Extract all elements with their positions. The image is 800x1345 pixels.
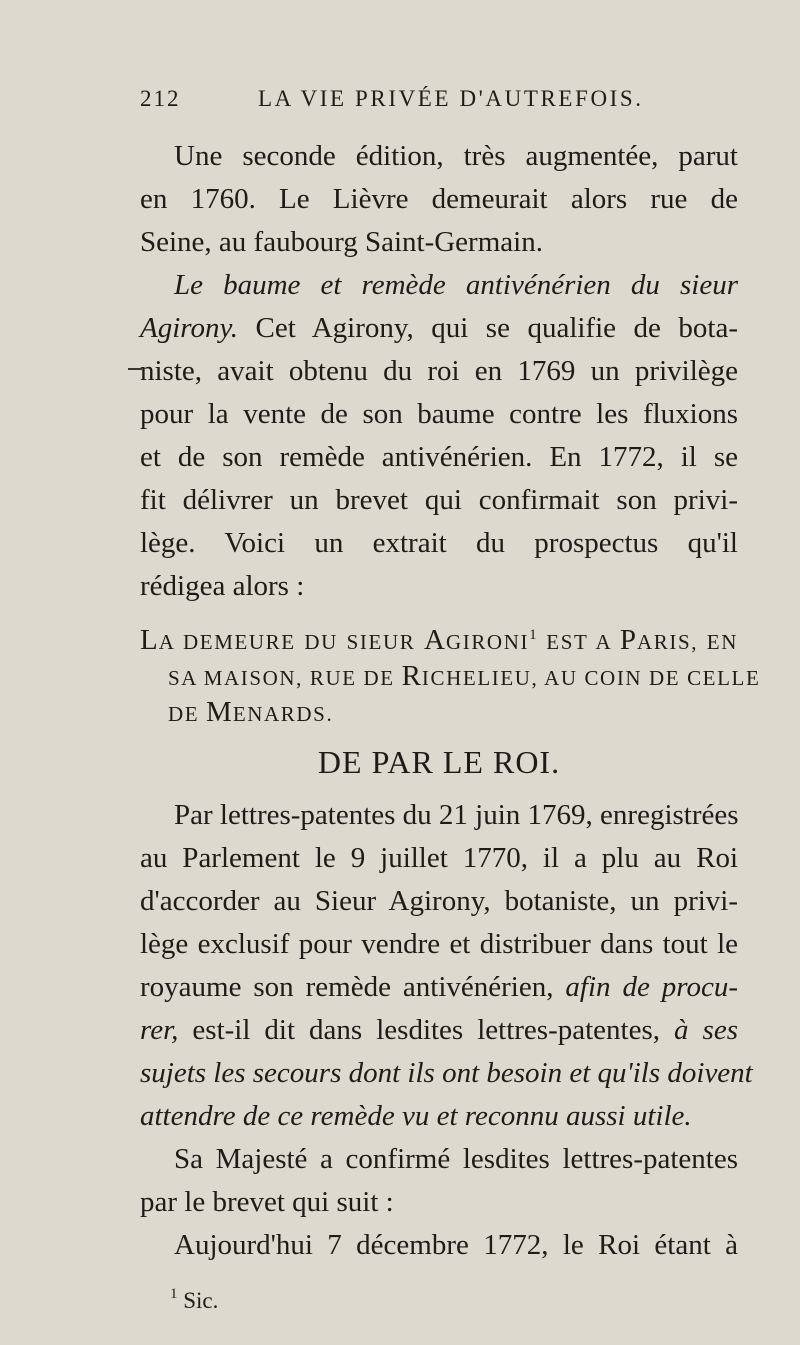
footnote-reference: 1 (529, 627, 538, 643)
text-line: Aujourd'hui 7 décembre 1772, le Roi étant à (174, 1229, 738, 1261)
small-cap-run: GIRONI (445, 630, 530, 654)
text-line: fit délivrer un brevet qui confirmait son privi- (140, 484, 738, 516)
text-line: pour la vente de son baume contre les fluxions (140, 398, 738, 430)
text-line: lège. Voici un extrait du prospectus qu'il (140, 527, 738, 559)
small-cap-run: SA MAISON, RUE DE (168, 666, 402, 690)
address-line (168, 656, 761, 696)
small-cap-initial: M (206, 696, 233, 728)
text-line (140, 308, 738, 348)
text-line: lège exclusif pour vendre et distribuer dans tout le (140, 928, 738, 960)
italic-run: afin de procu- (565, 971, 738, 1003)
text-line: au Parlement le 9 juillet 1770, il a plu au Roi (140, 842, 738, 874)
text-line (140, 1010, 738, 1050)
small-cap-initial: L (140, 624, 159, 656)
text-line: d'accorder au Sieur Agirony, botaniste, un privi- (140, 885, 738, 917)
italic-run: rer, (140, 1014, 179, 1046)
text-run: royaume son remède antivénérien, (140, 971, 566, 1003)
small-cap-run: DE (168, 702, 207, 726)
address-line (140, 620, 738, 660)
text-line: Une seconde édition, très augmentée, parut (174, 140, 738, 172)
small-cap-initial: P (619, 624, 637, 656)
proclamation-heading: DE PAR LE ROI. (317, 744, 561, 780)
text-run: est-il dit dans lesdites lettres-patentes, (178, 1014, 675, 1046)
small-cap-initial: R (401, 660, 422, 692)
italic-run: à ses (674, 1014, 738, 1046)
running-title: LA VIE PRIVÉE D'AUTREFOIS. (258, 86, 644, 111)
small-cap-run: ICHELIEU, AU COIN DE CELLE (421, 666, 761, 690)
text-line (140, 967, 738, 1007)
text-line: en 1760. Le Lièvre demeurait alors rue de (140, 183, 738, 215)
footnote-text: Sic. (177, 1288, 219, 1313)
italic-line: sujets les secours dont ils ont besoin et qu'ils doivent (140, 1057, 753, 1089)
text-line: et de son remède antivénérien. En 1772, il se (140, 441, 738, 473)
italic-line: attendre de ce remède vu et reconnu aussi utile. (140, 1100, 692, 1132)
italic-heading-end: Agirony. (140, 312, 239, 344)
text-run: Cet Agirony, qui se qualifie de bota- (238, 312, 738, 344)
text-line: niste, avait obtenu du roi en 1769 un privilège (140, 355, 738, 387)
address-line (168, 692, 738, 732)
text-line: Seine, au faubourg Saint-Germain. (140, 226, 543, 258)
text-line: Sa Majesté a confirmé lesdites lettres-patentes (174, 1143, 738, 1175)
footnote-marker: 1 (170, 1286, 178, 1302)
footnote (170, 1288, 218, 1314)
italic-heading: Le baume et remède antivénérien du sieur (174, 269, 738, 301)
page-number: 212 (140, 86, 181, 111)
text-line: par le brevet qui suit : (140, 1186, 394, 1218)
text-line: rédigea alors : (140, 570, 305, 602)
page-header (140, 86, 738, 116)
small-cap-run: A DEMEURE DU SIEUR (158, 630, 425, 654)
small-cap-initial: A (424, 624, 446, 656)
small-cap-run: ARIS, EN (637, 630, 738, 654)
small-cap-run: ENARDS. (232, 702, 334, 726)
small-cap-run: EST A (537, 630, 620, 654)
text-line: Par lettres-patentes du 21 juin 1769, enregistrées (174, 799, 739, 831)
